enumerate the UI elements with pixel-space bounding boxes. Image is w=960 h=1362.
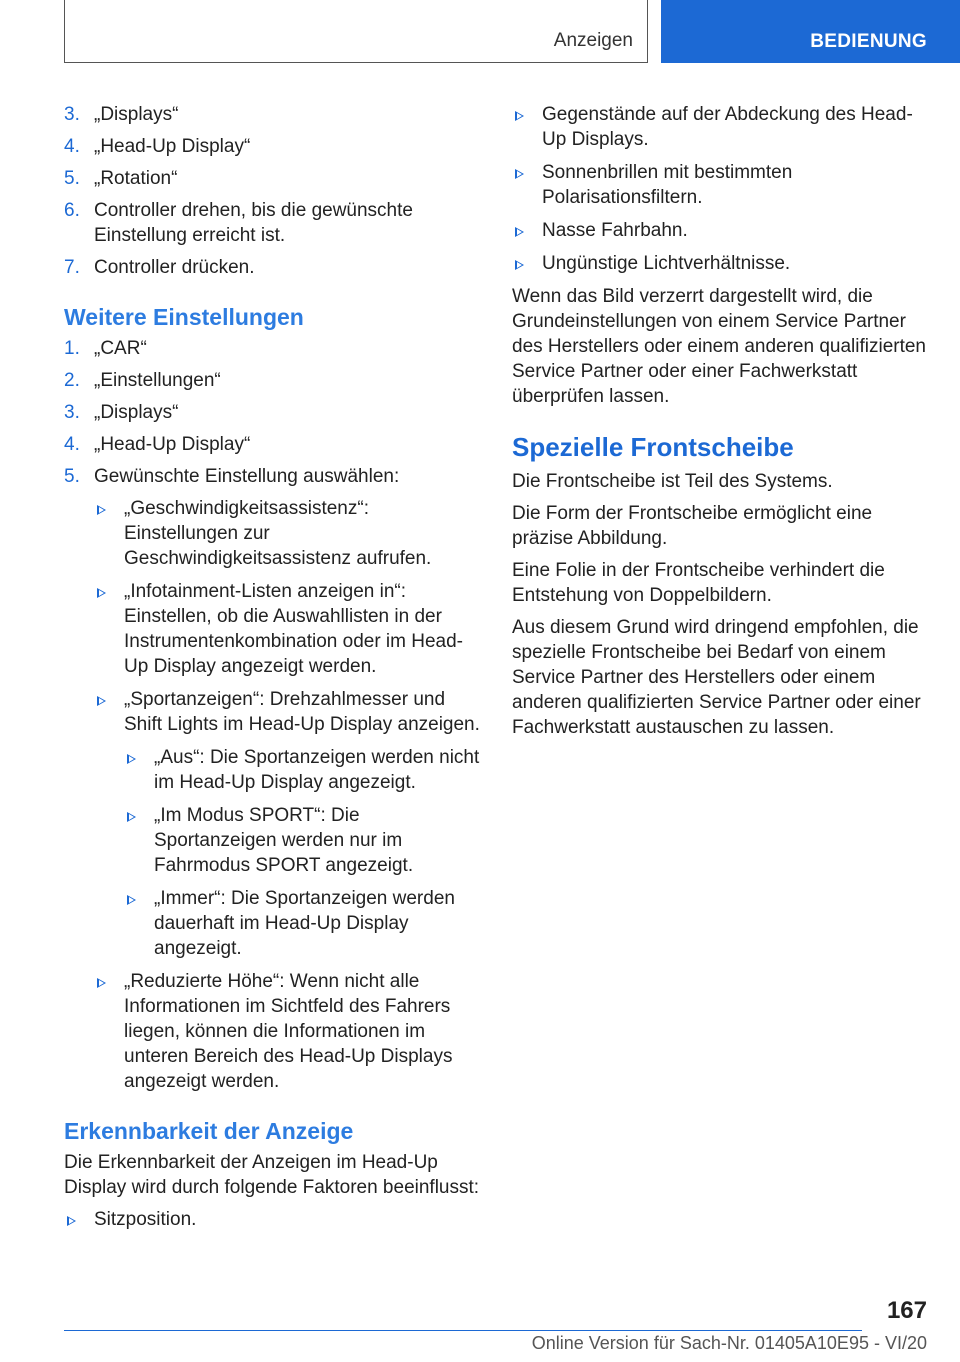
step-number: 3. [64,402,80,423]
triangle-bullet-icon [127,812,136,822]
step-text: „Displays“ [94,104,179,125]
step-number: 5. [64,466,80,487]
bullet-text: „Im Modus SPORT“: Die Sportanzeigen werden nur im Fahrmodus SPORT angezeigt. [154,805,414,876]
step-number: 2. [64,370,80,391]
bullet-text: „Sportanzeigen“: Drehzahlmesser und Shift Lights im Head-Up Display anzeigen. [124,689,480,735]
step-number: 3. [64,104,80,125]
step-number: 4. [64,434,80,455]
list-item [64,198,484,248]
triangle-bullet-icon [97,978,106,988]
bullet-text: Gegenstände auf der Abdeckung des Head-Up Displays. [542,104,913,150]
header-tab [64,0,648,63]
bullet-text: Sitzposition. [94,1209,197,1230]
bullet-text: „Reduzierte Höhe“: Wenn nicht alle Informationen im Sichtfeld des Fahrers liegen, können die Informationen im unteren Bereich des Head-Up Displays angezeigt werden. [124,971,453,1092]
list-item [64,134,484,159]
triangle-bullet-icon [97,588,106,598]
step-text: Controller drücken. [94,257,255,278]
step-number: 7. [64,257,80,278]
bullet-item [512,102,932,152]
section-heading-frontscheibe: Spezielle Frontscheibe [512,432,794,462]
step-number: 6. [64,200,80,221]
list-item [64,102,484,127]
footer-text: Online Version für Sach-Nr. 01405A10E95 - VI/20 [531,1333,927,1353]
right-column [512,102,932,747]
paragraph: Die Form der Frontscheibe ermöglicht eine präzise Abbildung. [512,503,873,549]
step-text: „Head-Up Display“ [94,434,251,455]
paragraph: Wenn das Bild verzerrt dargestellt wird, die Grundeinstellungen von einem Service Partner des Herstellers oder einem anderen qualifizierten Service Partner oder einer Fachwerkstatt überprüfen lassen. [512,286,927,407]
bullet-text: Ungünstige Lichtverhältnisse. [542,253,791,274]
bullet-text: „Aus“: Die Sportanzeigen werden nicht im Head-Up Display angezeigt. [154,747,480,793]
step-number: 4. [64,136,80,157]
left-column [64,102,484,1240]
step-text: Controller drehen, bis die gewünschte Einstellung erreicht ist. [94,200,413,246]
step-text: „Displays“ [94,402,179,423]
step-number: 1. [64,338,80,359]
paragraph: Eine Folie in der Frontscheibe verhindert die Entstehung von Doppelbildern. [512,560,885,606]
bullet-text: „Geschwindigkeitsassistenz“: Einstellungen zur Geschwindigkeitsassistenz aufrufen. [124,498,432,569]
bullet-text: Sonnenbrillen mit bestimmten Polarisationsfiltern. [542,162,793,208]
section-heading-weitere: Weitere Einstellungen [64,304,304,330]
paragraph: Die Erkennbarkeit der Anzeigen im Head-Up Display wird durch folgende Faktoren beeinflusst: [64,1152,480,1198]
bullet-text: „Immer“: Die Sportanzeigen werden dauerhaft im Head-Up Display angezeigt. [154,888,455,959]
step-number: 5. [64,168,80,189]
triangle-bullet-icon [127,754,136,764]
step-text: „Rotation“ [94,168,178,189]
header-title: Anzeigen [553,30,633,51]
page-number: 167 [886,1297,927,1324]
triangle-bullet-icon [515,260,524,270]
bullet-item [94,496,484,571]
bullet-text: Nasse Fahrbahn. [542,220,688,241]
section-heading-erkennbarkeit: Erkennbarkeit der Anzeige [64,1118,354,1144]
bullet-item [94,687,484,737]
list-item [64,166,484,191]
paragraph: Aus diesem Grund wird dringend empfohlen, die spezielle Frontscheibe bei Bedarf von einem Service Partner des Herstellers oder einem anderen qualifizierten Service Partner oder einer Fachwerkstatt austauschen zu lassen. [512,617,921,738]
bullet-item [124,886,484,961]
list-item [64,432,484,457]
paragraph: Die Frontscheibe ist Teil des Systems. [512,471,833,492]
triangle-bullet-icon [515,111,524,121]
triangle-bullet-icon [127,895,136,905]
bullet-item [124,803,484,878]
triangle-bullet-icon [515,169,524,179]
triangle-bullet-icon [97,696,106,706]
step-text: Gewünschte Einstellung auswählen: [94,466,400,487]
header-section-tab [661,0,960,63]
bullet-item [512,160,932,210]
step-text: „Einstellungen“ [94,370,221,391]
triangle-bullet-icon [97,505,106,515]
bullet-item [512,218,932,243]
step-text: „CAR“ [94,338,147,359]
triangle-bullet-icon [67,1216,76,1226]
list-item [64,336,484,361]
list-item [64,255,484,280]
list-item [64,400,484,425]
footer-rule [64,1330,862,1331]
bullet-text: „Infotainment-Listen anzeigen in“: Einstellen, ob die Auswahllisten in der Instrumentenkombination oder im Head-Up Display angezeigt werden. [124,581,464,677]
bullet-item [124,745,484,795]
triangle-bullet-icon [515,227,524,237]
bullet-item [94,579,484,679]
bullet-item [94,969,484,1094]
step-text: „Head-Up Display“ [94,136,251,157]
header-section-label: BEDIENUNG [810,31,927,52]
list-item [64,464,484,489]
bullet-item [64,1207,484,1232]
list-item [64,368,484,393]
bullet-item [512,251,932,276]
